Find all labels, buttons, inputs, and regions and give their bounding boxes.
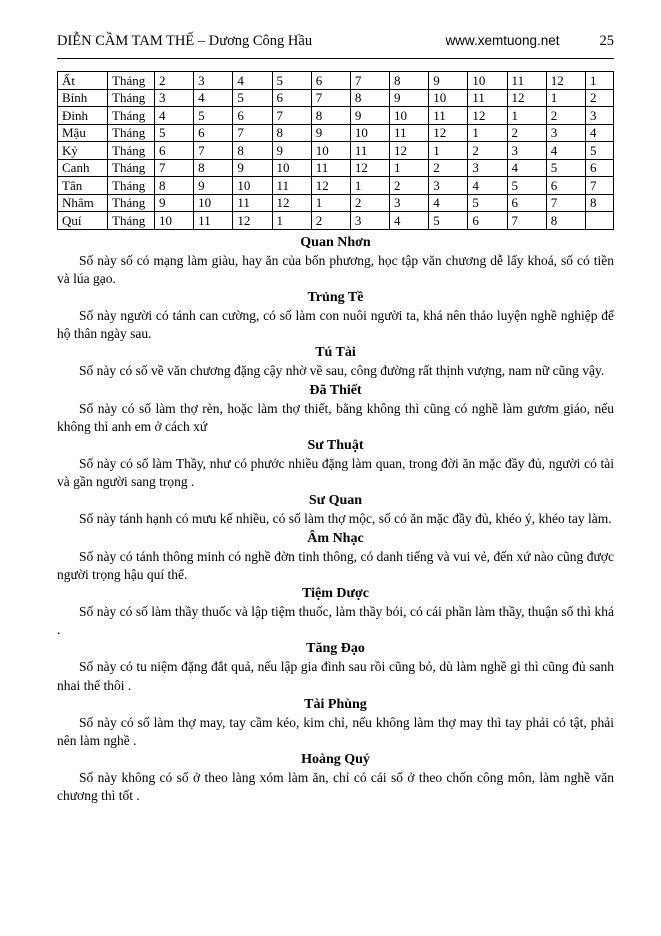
table-row xyxy=(58,89,614,107)
month-value-cell: 5 xyxy=(233,89,272,107)
section-heading: Trủng Tề xyxy=(307,289,364,305)
month-value-cell: 6 xyxy=(272,89,311,107)
fortune-section xyxy=(57,696,614,750)
fortune-section xyxy=(57,640,614,694)
month-value-cell: 9 xyxy=(390,89,429,107)
month-value-cell: 9 xyxy=(350,107,389,125)
month-value-cell: 6 xyxy=(586,159,614,177)
month-value-cell: 12 xyxy=(468,107,507,125)
fortune-section xyxy=(57,234,614,288)
month-value-cell: 6 xyxy=(194,124,233,142)
fortune-section xyxy=(57,289,614,343)
month-value-cell: 10 xyxy=(233,177,272,195)
month-value-cell: 8 xyxy=(155,177,194,195)
month-value-cell: 4 xyxy=(429,194,468,212)
month-value-cell: 1 xyxy=(429,142,468,160)
month-value-cell: 11 xyxy=(233,194,272,212)
month-conversion-table xyxy=(57,71,614,230)
month-value-cell: 7 xyxy=(311,89,350,107)
month-label-cell: Tháng xyxy=(108,124,155,142)
section-body: Số này có số làm thợ may, tay cầm kéo, kim chỉ, nếu không làm thợ may thì tay phải có tật, phải nên làm nghề . xyxy=(57,714,614,748)
month-value-cell: 4 xyxy=(586,124,614,142)
month-value-cell: 6 xyxy=(233,107,272,125)
section-heading: Quan Nhơn xyxy=(300,234,371,250)
month-value-cell: 2 xyxy=(350,194,389,212)
month-value-cell: 7 xyxy=(272,107,311,125)
month-value-cell: 10 xyxy=(468,72,507,90)
month-value-cell: 8 xyxy=(233,142,272,160)
month-value-cell: 3 xyxy=(468,159,507,177)
month-value-cell: 11 xyxy=(194,212,233,230)
month-label-cell: Tháng xyxy=(108,142,155,160)
section-body: Số này không có số ở theo làng xóm làm ăn, chỉ có cái số ở theo chốn công môn, làm nghề văn chương thì tốt . xyxy=(57,770,614,804)
month-value-cell: 7 xyxy=(233,124,272,142)
month-value-cell: 2 xyxy=(155,72,194,90)
month-value-cell: 8 xyxy=(311,107,350,125)
month-value-cell: 9 xyxy=(233,159,272,177)
month-value-cell: 1 xyxy=(468,124,507,142)
month-value-cell: 11 xyxy=(429,107,468,125)
month-value-cell: 2 xyxy=(586,89,614,107)
month-value-cell: 10 xyxy=(390,107,429,125)
table-row xyxy=(58,124,614,142)
month-label-cell: Tháng xyxy=(108,159,155,177)
section-heading: Âm Nhạc xyxy=(307,530,364,546)
section-body: Số này có số về văn chương đặng cậy nhờ về sau, công đường rất thịnh vượng, nam nữ cũng vậy. xyxy=(79,363,605,379)
fortune-section xyxy=(57,530,614,584)
website-url: www.xemtuong.net xyxy=(445,33,560,48)
month-value-cell: 3 xyxy=(390,194,429,212)
month-value-cell: 12 xyxy=(233,212,272,230)
month-value-cell: 6 xyxy=(155,142,194,160)
section-body: Số này có số làm thợ rèn, hoặc làm thợ thiết, bằng không thì cũng có nghề làm gươm giáo, nếu không thì anh em ở cách xứ xyxy=(57,400,614,434)
table-row xyxy=(58,107,614,125)
month-value-cell: 12 xyxy=(507,89,546,107)
month-value-cell: 10 xyxy=(194,194,233,212)
row-name-cell: Nhâm xyxy=(58,194,108,212)
month-value-cell: 9 xyxy=(272,142,311,160)
month-label-cell: Tháng xyxy=(108,177,155,195)
month-value-cell: 12 xyxy=(350,159,389,177)
month-value-cell: 12 xyxy=(429,124,468,142)
month-value-cell: 3 xyxy=(546,124,585,142)
row-name-cell: Mậu xyxy=(58,124,108,142)
month-value-cell: 1 xyxy=(546,89,585,107)
month-value-cell: 3 xyxy=(586,107,614,125)
month-value-cell: 6 xyxy=(546,177,585,195)
month-value-cell: 9 xyxy=(155,194,194,212)
month-value-cell: 9 xyxy=(194,177,233,195)
section-heading: Sư Thuật xyxy=(307,437,364,453)
fortune-section xyxy=(57,751,614,805)
row-name-cell: Quí xyxy=(58,212,108,230)
section-body: Số này tánh hạnh có mưu kế nhiều, có số làm thợ mộc, số có ăn mặc đầy đủ, khéo ý, khéo tay làm. xyxy=(79,511,612,527)
month-value-cell: 5 xyxy=(272,72,311,90)
page-header xyxy=(57,33,614,49)
month-value-cell: 12 xyxy=(546,72,585,90)
month-value-cell: 10 xyxy=(350,124,389,142)
month-value-cell: 6 xyxy=(468,212,507,230)
row-name-cell: Bính xyxy=(58,89,108,107)
month-value-cell: 4 xyxy=(194,89,233,107)
month-value-cell: 12 xyxy=(272,194,311,212)
month-value-cell: 8 xyxy=(272,124,311,142)
month-value-cell xyxy=(586,212,614,230)
section-heading: Sư Quan xyxy=(308,493,363,509)
month-value-cell: 11 xyxy=(350,142,389,160)
month-value-cell: 3 xyxy=(155,89,194,107)
month-value-cell: 11 xyxy=(468,89,507,107)
month-value-cell: 1 xyxy=(350,177,389,195)
month-value-cell: 11 xyxy=(272,177,311,195)
month-value-cell: 4 xyxy=(390,212,429,230)
month-value-cell: 2 xyxy=(546,107,585,125)
section-body: Số này có số làm thầy thuốc và lập tiệm thuốc, làm thầy bói, có cái phần làm thầy, thuận số thì khá . xyxy=(57,603,614,638)
month-value-cell: 3 xyxy=(350,212,389,230)
month-value-cell: 5 xyxy=(546,159,585,177)
month-label-cell: Tháng xyxy=(108,212,155,230)
month-value-cell: 1 xyxy=(586,72,614,90)
month-value-cell: 1 xyxy=(311,194,350,212)
month-value-cell: 5 xyxy=(468,194,507,212)
fortune-section xyxy=(57,344,614,380)
table-row xyxy=(58,159,614,177)
section-body: Số này có tánh thông minh có nghề đờn tinh thông, có danh tiếng và vui vẻ, đến xứ nào cũng được người trọng hậu quí thể. xyxy=(57,548,614,582)
month-value-cell: 11 xyxy=(507,72,546,90)
month-value-cell: 8 xyxy=(350,89,389,107)
document-title: DIỄN CẦM TAM THẾ – Dương Công Hầu xyxy=(57,33,313,49)
row-name-cell: Đinh xyxy=(58,107,108,125)
month-value-cell: 10 xyxy=(272,159,311,177)
month-value-cell: 2 xyxy=(311,212,350,230)
section-heading: Tăng Đạo xyxy=(306,641,365,657)
section-body: Số này có tu niệm đặng đắt quả, nếu lập gia đình sau rồi cũng bỏ, dù làm nghề gì thì cũng đủ sanh nhai thế thôi . xyxy=(57,659,614,693)
sections-container xyxy=(57,234,614,806)
month-value-cell: 4 xyxy=(468,177,507,195)
fortune-section xyxy=(57,585,614,639)
month-value-cell: 11 xyxy=(390,124,429,142)
table-row xyxy=(58,177,614,195)
month-value-cell: 1 xyxy=(390,159,429,177)
section-heading: Tài Phùng xyxy=(304,696,367,712)
section-body: Số này số có mạng làm giàu, hay ăn của bốn phương, học tập văn chương dễ lấy khoá, số có tiền và lúa gạo. xyxy=(57,252,614,286)
section-heading: Tiệm Dược xyxy=(302,585,369,601)
page-number: 25 xyxy=(599,33,614,49)
month-value-cell: 5 xyxy=(194,107,233,125)
month-value-cell: 4 xyxy=(507,159,546,177)
month-label-cell: Tháng xyxy=(108,194,155,212)
month-label-cell: Tháng xyxy=(108,89,155,107)
section-heading: Hoàng Quý xyxy=(301,752,370,768)
month-value-cell: 5 xyxy=(155,124,194,142)
month-value-cell: 9 xyxy=(429,72,468,90)
section-body: Số này người có tánh can cường, có số làm con nuôi người ta, khá nên thảo luyện nghề nghiệp để hộ thân ngày sau. xyxy=(57,307,614,342)
section-heading: Đã Thiết xyxy=(309,382,362,398)
month-value-cell: 11 xyxy=(311,159,350,177)
table-row xyxy=(58,194,614,212)
section-body: Số này có số làm Thầy, như có phước nhiều đặng làm quan, trong đời ăn mặc đầy đủ, người có tài và gần người sang trọng . xyxy=(57,455,614,490)
month-value-cell: 10 xyxy=(311,142,350,160)
month-value-cell: 7 xyxy=(507,212,546,230)
month-value-cell: 5 xyxy=(429,212,468,230)
month-value-cell: 2 xyxy=(390,177,429,195)
month-value-cell: 8 xyxy=(586,194,614,212)
month-label-cell: Tháng xyxy=(108,107,155,125)
month-value-cell: 12 xyxy=(311,177,350,195)
fortune-section xyxy=(57,437,614,491)
month-value-cell: 5 xyxy=(507,177,546,195)
row-name-cell: Kỷ xyxy=(58,142,108,160)
month-value-cell: 10 xyxy=(429,89,468,107)
month-value-cell: 7 xyxy=(194,142,233,160)
month-value-cell: 3 xyxy=(194,72,233,90)
month-value-cell: 1 xyxy=(272,212,311,230)
table-row xyxy=(58,212,614,230)
month-value-cell: 8 xyxy=(546,212,585,230)
month-value-cell: 2 xyxy=(507,124,546,142)
month-value-cell: 7 xyxy=(155,159,194,177)
month-value-cell: 7 xyxy=(350,72,389,90)
row-name-cell: Tân xyxy=(58,177,108,195)
month-value-cell: 7 xyxy=(546,194,585,212)
month-value-cell: 7 xyxy=(586,177,614,195)
row-name-cell: Ất xyxy=(58,72,108,90)
month-value-cell: 8 xyxy=(390,72,429,90)
table-row xyxy=(58,72,614,90)
month-value-cell: 6 xyxy=(311,72,350,90)
month-value-cell: 4 xyxy=(155,107,194,125)
section-heading: Tú Tài xyxy=(315,345,356,361)
month-value-cell: 6 xyxy=(507,194,546,212)
fortune-section xyxy=(57,382,614,436)
month-value-cell: 2 xyxy=(429,159,468,177)
month-value-cell: 9 xyxy=(311,124,350,142)
table-row xyxy=(58,142,614,160)
month-value-cell: 1 xyxy=(507,107,546,125)
month-value-cell: 10 xyxy=(155,212,194,230)
month-value-cell: 4 xyxy=(233,72,272,90)
fortune-section xyxy=(57,492,614,528)
month-label-cell: Tháng xyxy=(108,72,155,90)
month-value-cell: 5 xyxy=(586,142,614,160)
month-value-cell: 2 xyxy=(468,142,507,160)
month-value-cell: 3 xyxy=(507,142,546,160)
month-value-cell: 8 xyxy=(194,159,233,177)
header-divider xyxy=(57,58,614,59)
month-value-cell: 12 xyxy=(390,142,429,160)
row-name-cell: Canh xyxy=(58,159,108,177)
month-value-cell: 4 xyxy=(546,142,585,160)
month-value-cell: 3 xyxy=(429,177,468,195)
